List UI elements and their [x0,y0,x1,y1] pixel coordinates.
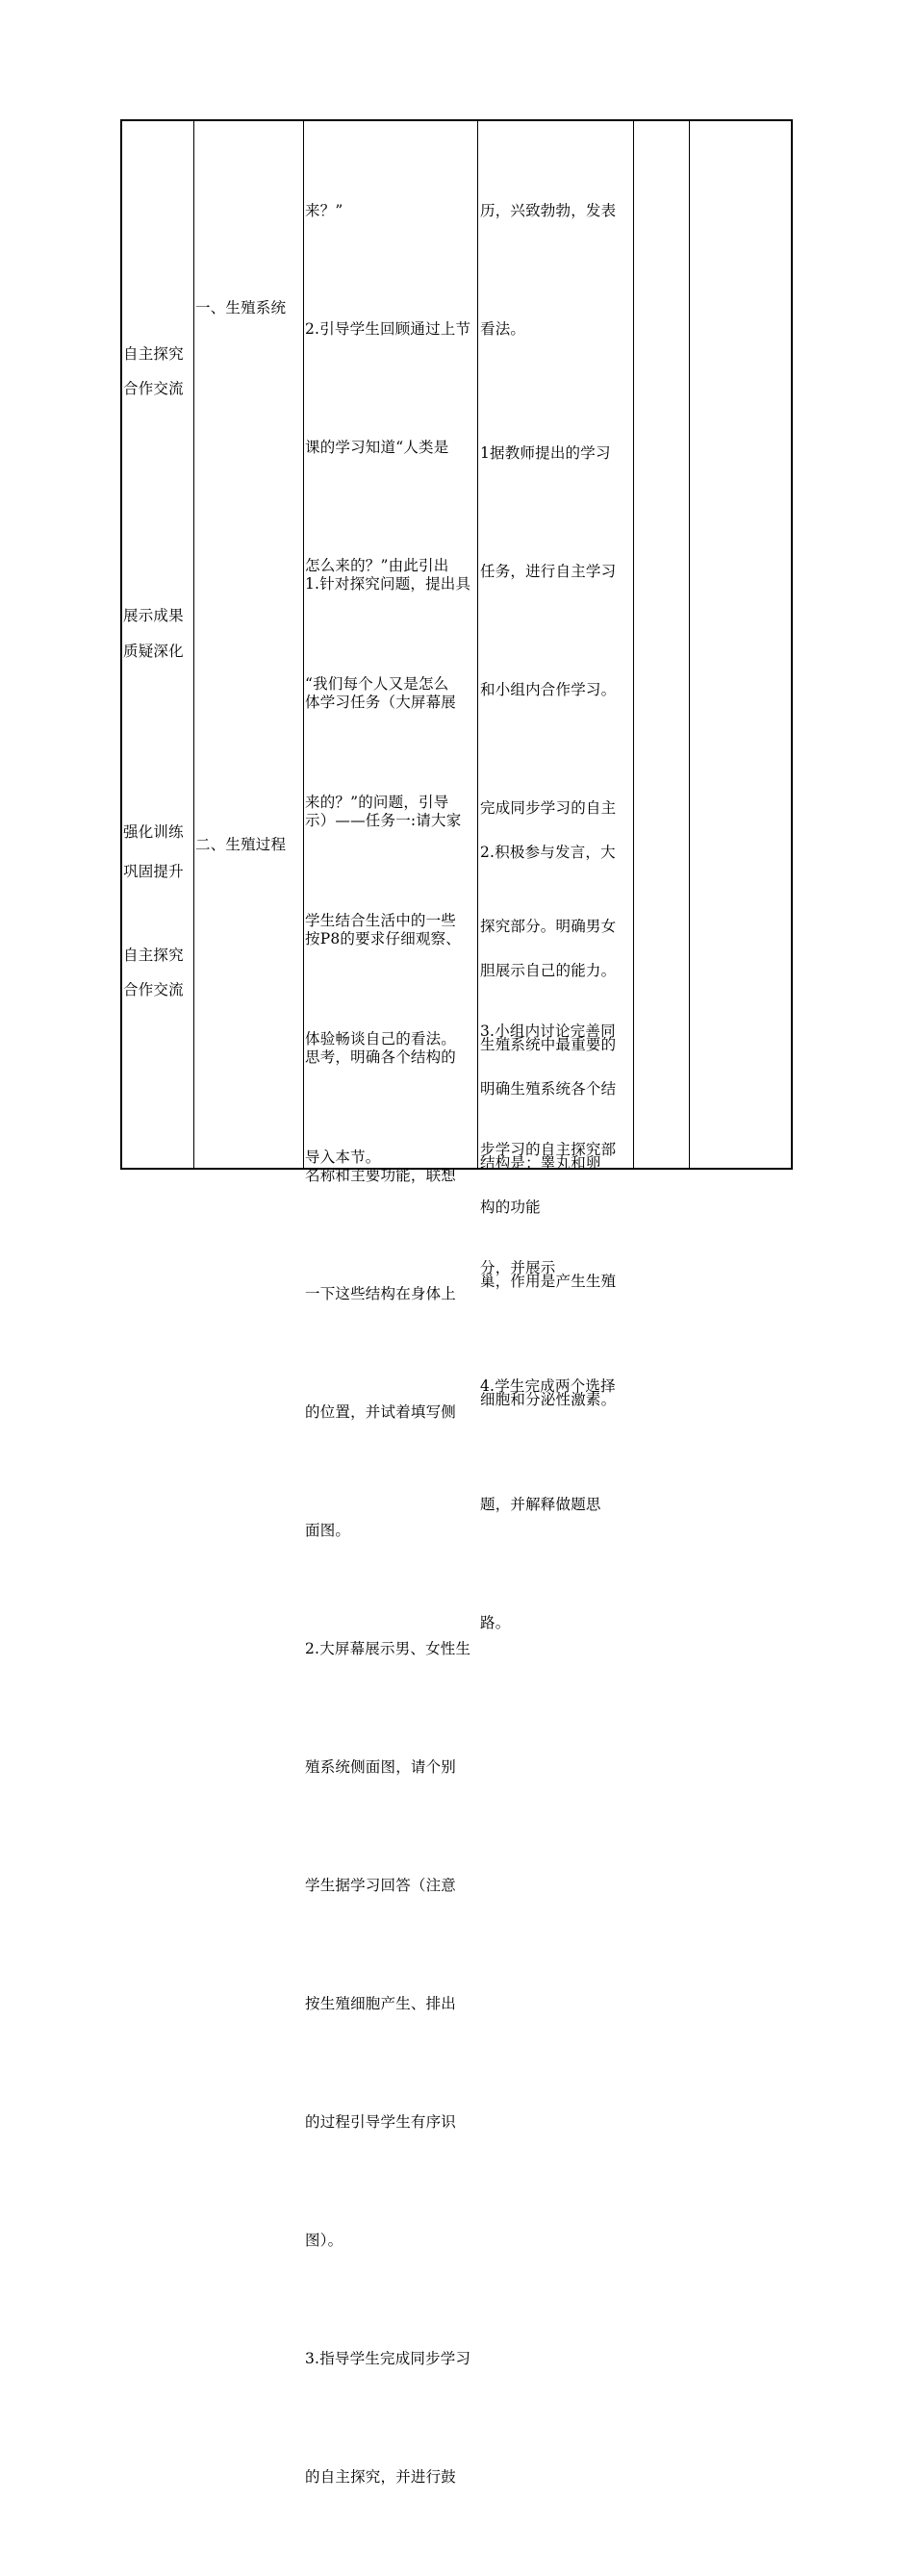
table-column-divider [193,119,194,1170]
teacher-activity-block: 来？” 2.引导学生回顾通过上节 课的学习知道“人类是 怎么来的？”由此引出 “我们每个人又是怎么 来的？”的问题，引导 学生结合生活中的一些 体验畅谈自己的看法。 导入本节。 [305,202,471,1166]
teacher-activity-block: 1.针对探究问题，提出具 体学习任务（大屏幕展 示）——任务一:请大家 按P8的要求仔细观察、 思考，明确各个结构的 名称和主要功能，联想 一下这些结构在身体上 的位置，并试着填写侧 面图。 2.大屏幕展示男、女性生 殖系统侧面图，请个别 学生据学习回答（注意 按生殖细胞产生、排出 的过程引导学生有序识 图）。 3.指导学生完成同步学习 的自主探究，并进行鼓 [305,575,471,2486]
student-activity-block: 历，兴致勃勃，发表 看法。 [480,202,617,338]
stage-label: 自主探究 合作交流 [123,947,184,998]
stage-label: 自主探究 合作交流 [123,345,184,397]
table-column-divider [633,119,634,1170]
student-activity-block: 3.小组内讨论完善同 步学习的自主探究部 分，并展示 4.学生完成两个选择 题，并解释做题思 路。 [480,1023,617,1631]
stage-label: 强化训练 巩固提升 [123,823,184,880]
table-column-divider [689,119,690,1170]
student-activity-block: 1据教师提出的学习 任务，进行自主学习 和小组内合作学习。 完成同步学习的自主 探究部分。明确男女 生殖系统中最重要的 结构是：睾丸和卵 巢，作用是产生生殖 细胞和分泌性激素。 [480,444,617,1408]
student-activity-block: 2.积极参与发言，大 胆展示自己的能力。 明确生殖系统各个结 构的功能 [480,844,617,1216]
stage-label: 展示成果 质疑深化 [123,607,184,660]
section-heading: 一、生殖系统 [195,299,287,316]
table-column-divider [303,119,304,1170]
section-heading: 二、生殖过程 [195,836,287,853]
